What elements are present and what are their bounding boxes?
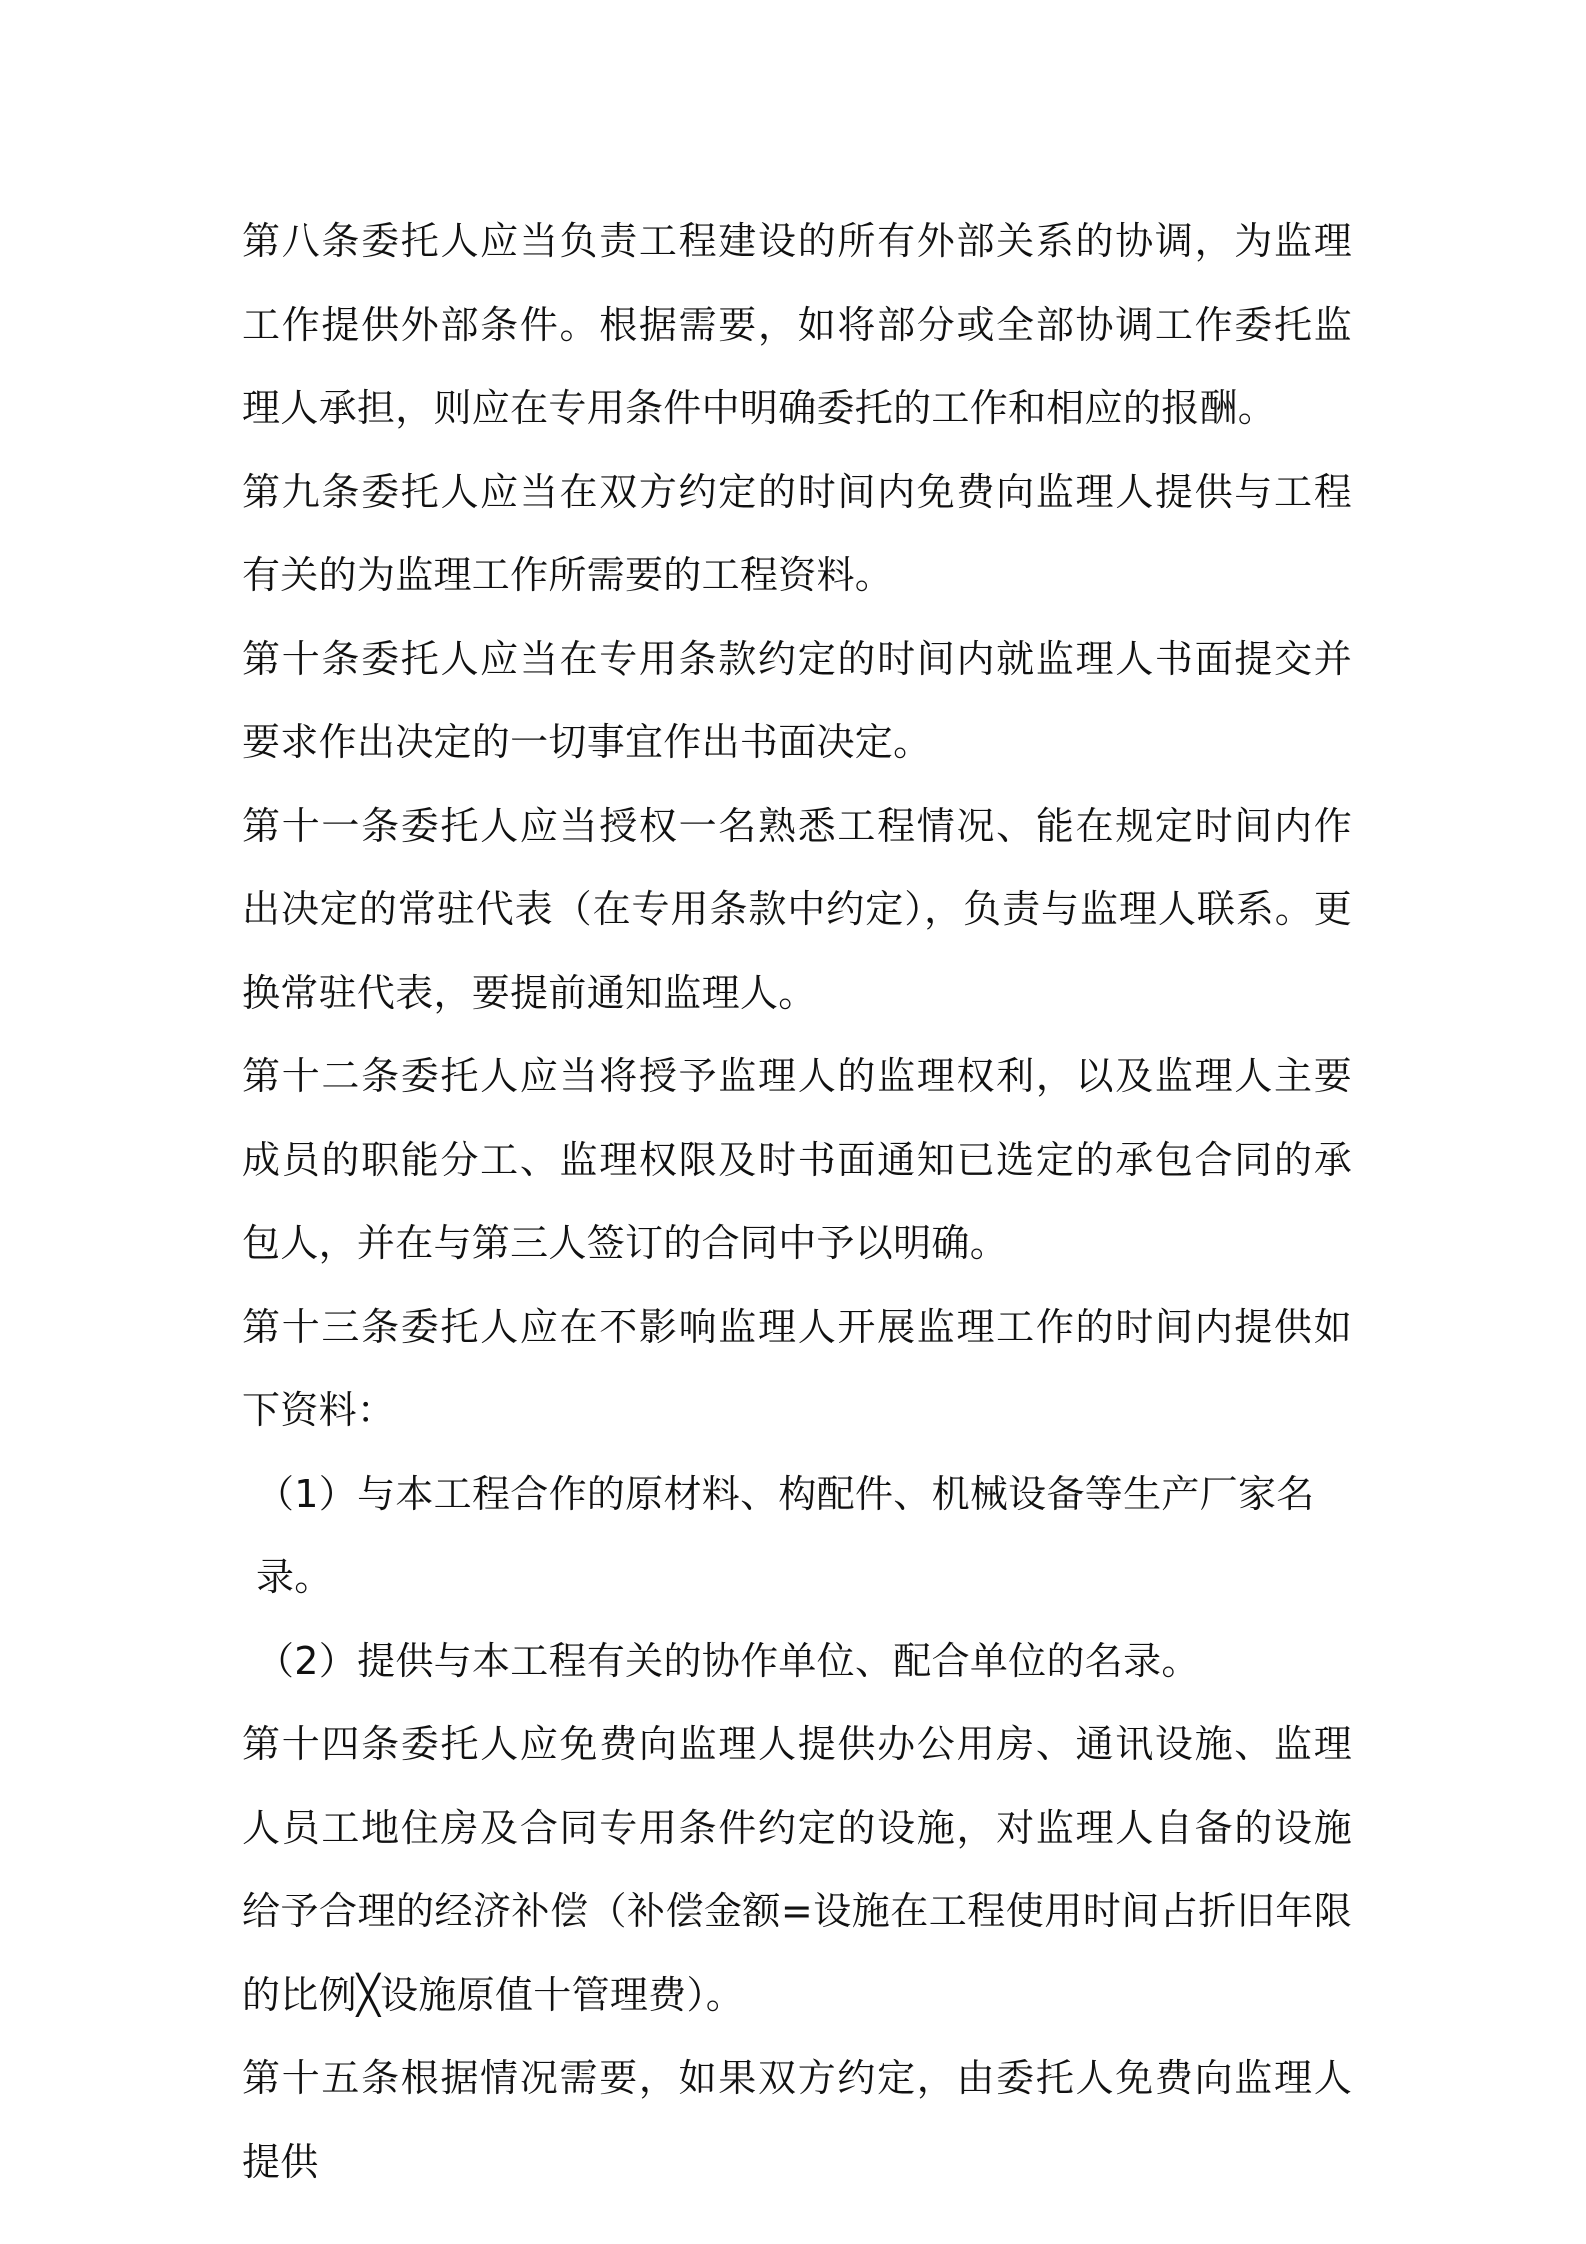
clause-12: 第十二条委托人应当将授予监理人的监理权利，以及监理人主要成员的职能分工、监理权限及时书面通知已选定的承包合同的承包人，并在与第三人签订的合同中予以明确。 <box>242 1054 1352 1265</box>
document-body <box>242 200 1352 2204</box>
list-item-1: （1）与本工程合作的原材料、构配件、机械设备等生产厂家名录。 <box>256 1471 1315 1599</box>
clause-9: 第九条委托人应当在双方约定的时间内免费向监理人提供与工程有关的为监理工作所需要的工程资料。 <box>242 469 1352 597</box>
list-item-2: （2）提供与本工程有关的协作单位、配合单位的名录。 <box>256 1638 1200 1683</box>
clause-13: 第十三条委托人应在不影响监理人开展监理工作的时间内提供如下资料： <box>242 1304 1352 1432</box>
clause-15: 第十五条根据情况需要，如果双方约定，由委托人免费向监理人提供 <box>242 2056 1352 2184</box>
clause-8: 第八条委托人应当负责工程建设的所有外部关系的协调，为监理工作提供外部条件。根据需要，如将部分或全部协调工作委托监理人承担，则应在专用条件中明确委托的工作和相应的报酬。 <box>242 219 1352 430</box>
clause-11: 第十一条委托人应当授权一名熟悉工程情况、能在规定时间内作出决定的常驻代表（在专用条款中约定），负责与监理人联系。更换常驻代表，要提前通知监理人。 <box>242 803 1352 1015</box>
clause-14: 第十四条委托人应免费向监理人提供办公用房、通讯设施、监理人员工地住房及合同专用条件约定的设施，对监理人自备的设施给予合理的经济补偿（补偿金额=设施在工程使用时间占折旧年限的比例╳设施原值十管理费）。 <box>242 1722 1352 2017</box>
clause-10: 第十条委托人应当在专用条款约定的时间内就监理人书面提交并要求作出决定的一切事宜作出书面决定。 <box>242 636 1352 764</box>
